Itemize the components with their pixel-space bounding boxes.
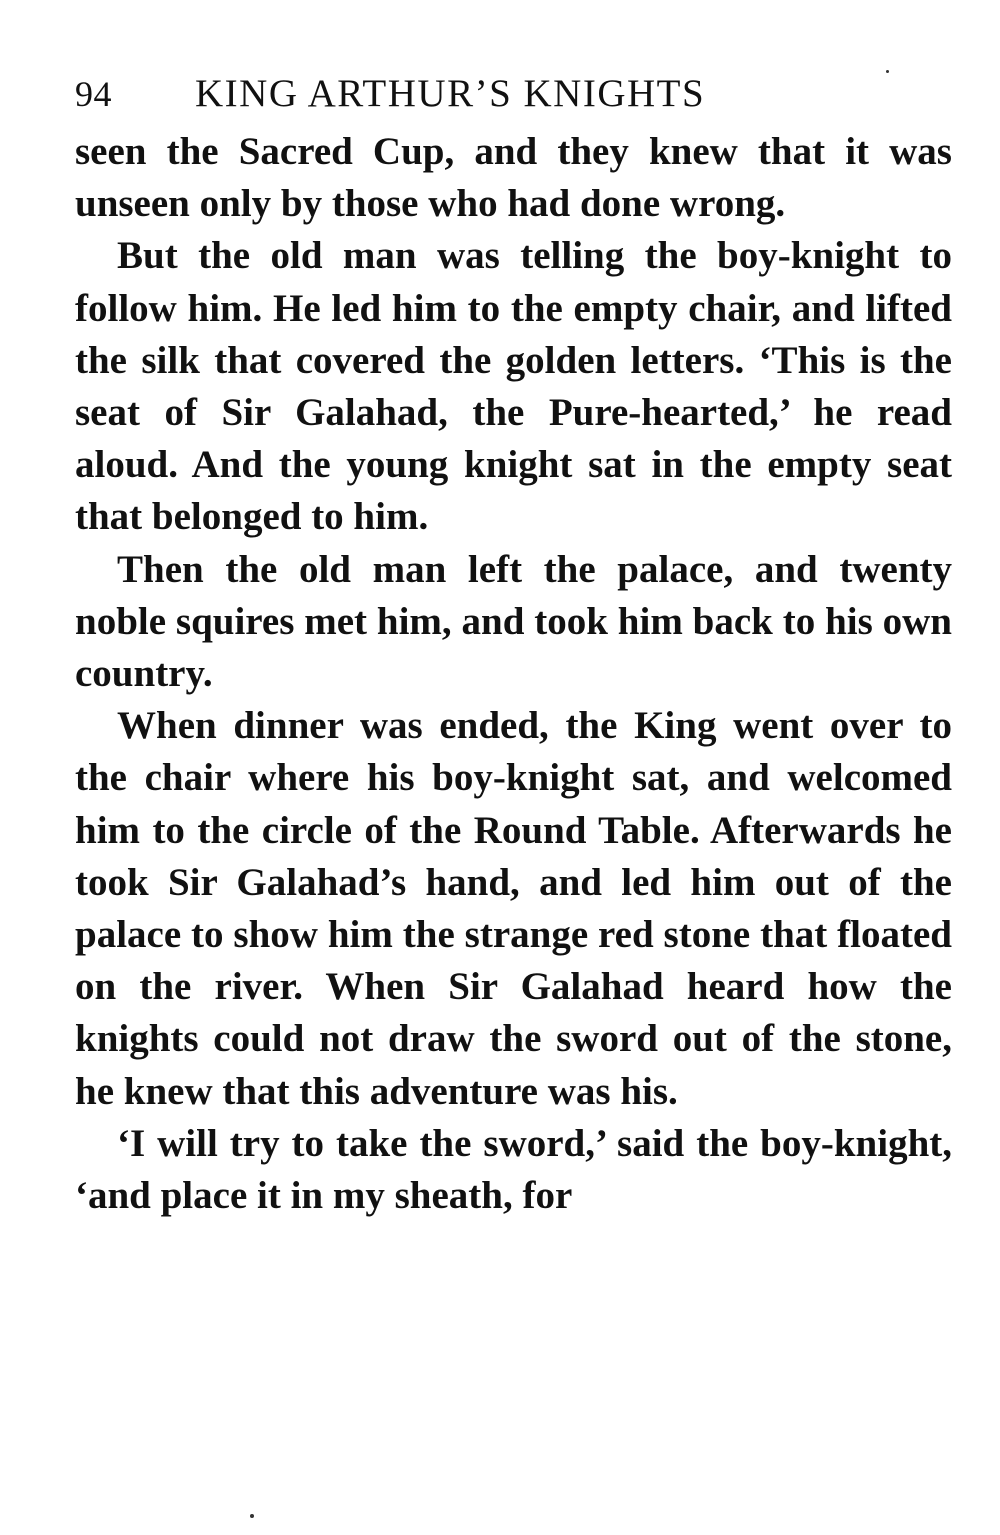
paragraph: Then the old man left the palace, and twenty noble squires met him, and took him back to his own country. <box>75 547 952 696</box>
running-head-title: KING ARTHUR’S KNIGHTS <box>195 72 706 115</box>
paragraph: But the old man was telling the boy-knight to follow him. He led him to the empty chair, and lifted the silk that covered the golden letters. ‘This is the seat of Sir Galahad, the Pure-hearted,’ he read aloud. And the young knight sat in the empty seat that belonged to him. <box>75 234 952 539</box>
running-head <box>75 68 952 120</box>
paragraph-continuation: seen the Sacred Cup, and they knew that it was unseen only by those who had done wrong. <box>75 130 952 226</box>
page-number: 94 <box>75 74 112 114</box>
ink-speck <box>250 1514 254 1518</box>
paragraph: When dinner was ended, the King went over to the chair where his boy-knight sat, and welcomed him to the circle of the Round Table. Afterwards he took Sir Galahad’s hand, and led him out of the palace to show him the strange red stone that floated on the river. When Sir Galahad heard how the knights could not draw the sword out of the stone, he knew that this adventure was his. <box>75 704 952 1113</box>
body-text <box>75 126 952 1222</box>
paragraph: ‘I will try to take the sword,’ said the boy-knight, ‘and place it in my sheath, for <box>75 1121 952 1218</box>
ink-speck <box>886 70 889 73</box>
book-page <box>75 68 952 1222</box>
